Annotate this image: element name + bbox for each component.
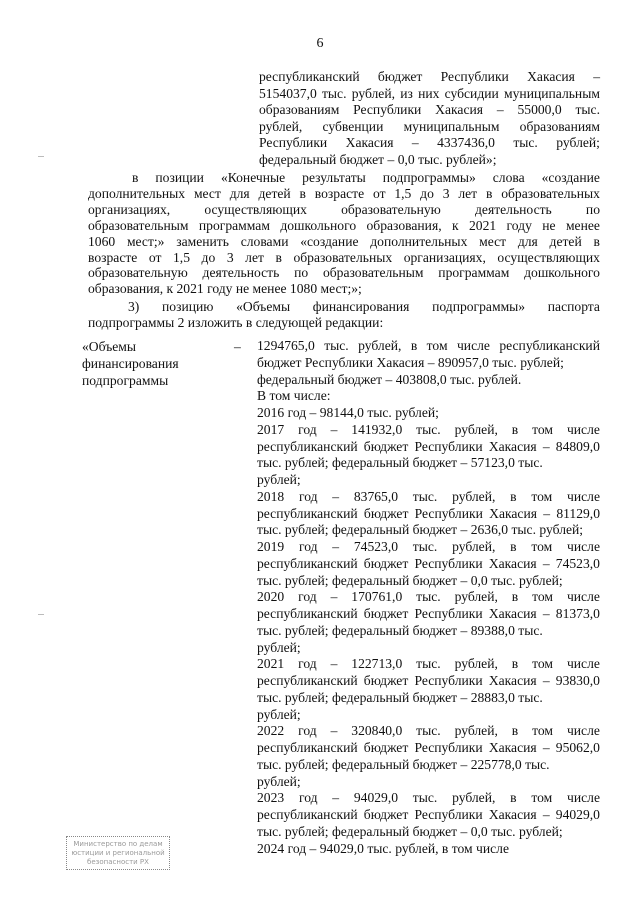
paragraph-line: дополнительных мест для детей в возрасте от 1,5 до 3 лет в образовательных bbox=[88, 185, 600, 201]
financing-line: республиканский бюджет Республики Хакасия – 81373,0 bbox=[257, 606, 600, 621]
financing-line: республиканский бюджет Республики Хакасия – 84809,0 bbox=[257, 438, 600, 454]
financing-line: 2024 год – 94029,0 тыс. рублей, в том числе bbox=[257, 840, 510, 856]
registration-stamp bbox=[66, 836, 170, 870]
financing-line: 2019 год – 74523,0 тыс. рублей, в том числе bbox=[257, 539, 600, 554]
paragraph-line: подпрограммы 2 изложить в следующей редакции: bbox=[88, 315, 384, 330]
financing-line: 2017 год – 141932,0 тыс. рублей, в том числе bbox=[257, 421, 600, 437]
intro-line: образованиям Республики Хакасия – 55000,0 тыс. bbox=[259, 102, 600, 118]
financing-line: 2018 год – 83765,0 тыс. рублей, в том числе bbox=[257, 488, 600, 504]
margin-mark bbox=[38, 156, 44, 157]
paragraph-line: организациях, осуществляющих образовательную деятельность по bbox=[88, 201, 600, 217]
financing-line: 2023 год – 94029,0 тыс. рублей, в том числе bbox=[257, 790, 600, 806]
financing-line: тыс. рублей; федеральный бюджет – 2636,0 тыс. рублей; bbox=[257, 522, 584, 538]
stamp-line: Министерство по делам bbox=[73, 840, 163, 848]
paragraph-line: 1060 мест;» заменить словами «создание дополнительных мест для детей в bbox=[88, 233, 600, 249]
margin-mark bbox=[38, 614, 44, 615]
financing-line: республиканский бюджет Республики Хакасия – 93830,0 bbox=[257, 673, 600, 688]
financing-line: бюджет Республики Хакасия – 890957,0 тыс. рублей; bbox=[257, 354, 564, 370]
page-number: 6 bbox=[316, 36, 324, 51]
intro-line: федеральный бюджет – 0,0 тыс. рублей»; bbox=[259, 152, 497, 167]
table-left-line: финансирования bbox=[82, 356, 179, 371]
financing-line: 2020 год – 170761,0 тыс. рублей, в том числе bbox=[257, 589, 600, 605]
financing-line: республиканский бюджет Республики Хакасия – 81129,0 bbox=[257, 505, 600, 521]
financing-line: рублей; bbox=[257, 773, 301, 789]
financing-line: тыс. рублей; федеральный бюджет – 28883,0 тыс. bbox=[257, 689, 543, 705]
financing-line: республиканский бюджет Республики Хакасия – 74523,0 bbox=[257, 555, 600, 571]
financing-line: рублей; bbox=[257, 639, 301, 655]
paragraph-line: 3) позицию «Объемы финансирования подпрограммы» паспорта bbox=[128, 299, 600, 314]
paragraph-line: образовательную деятельность по образовательным программам дошкольного bbox=[88, 265, 600, 281]
paragraph-line: возрасте от 1,5 до 3 лет в образовательных организациях, осуществляющих bbox=[88, 249, 600, 265]
intro-line: республиканский бюджет Республики Хакасия – bbox=[259, 69, 600, 84]
intro-line: 5154037,0 тыс. рублей, из них субсидии муниципальным bbox=[259, 85, 600, 101]
financing-line: 2022 год – 320840,0 тыс. рублей, в том числе bbox=[257, 723, 600, 739]
financing-line: тыс. рублей; федеральный бюджет – 89388,0 тыс. bbox=[257, 622, 543, 638]
financing-line: тыс. рублей; федеральный бюджет – 57123,0 тыс. bbox=[257, 455, 543, 471]
paragraph-line: образовательным программам дошкольного образования, к 2021 году не менее bbox=[88, 217, 600, 233]
financing-line: рублей; bbox=[257, 706, 301, 722]
financing-line: тыс. рублей; федеральный бюджет – 0,0 тыс. рублей; bbox=[257, 572, 563, 588]
financing-line: рублей; bbox=[257, 472, 301, 487]
financing-line: 2016 год – 98144,0 тыс. рублей; bbox=[257, 405, 439, 420]
intro-line: рублей, субвенции муниципальным образованиям bbox=[259, 118, 600, 134]
paragraph-line: в позиции «Конечные результаты подпрограммы» слова «создание bbox=[132, 170, 600, 185]
financing-line: 2021 год – 122713,0 тыс. рублей, в том числе bbox=[257, 656, 600, 672]
table-left-line: «Объемы bbox=[82, 339, 136, 354]
table-left-line: подпрограммы bbox=[82, 373, 169, 388]
financing-line: республиканский бюджет Республики Хакасия – 94029,0 bbox=[257, 807, 600, 822]
financing-line: тыс. рублей; федеральный бюджет – 225778,0 тыс. bbox=[257, 756, 550, 772]
financing-line: республиканский бюджет Республики Хакасия – 95062,0 bbox=[257, 740, 600, 755]
financing-line: 1294765,0 тыс. рублей, в том числе республиканский bbox=[257, 338, 600, 353]
financing-line: В том числе: bbox=[257, 388, 331, 404]
intro-line: Республики Хакасия – 4337436,0 тыс. рублей; bbox=[259, 135, 600, 151]
stamp-line: безопасности РХ bbox=[87, 858, 149, 866]
financing-line: тыс. рублей; федеральный бюджет – 0,0 тыс. рублей; bbox=[257, 823, 563, 839]
table-dash: – bbox=[234, 339, 241, 354]
paragraph-line: образования, к 2021 году не менее 1080 мест;»; bbox=[88, 281, 362, 297]
stamp-line: юстиции и региональной bbox=[71, 849, 165, 857]
table-left-cell bbox=[82, 338, 179, 389]
financing-line: федеральный бюджет – 403808,0 тыс. рублей. bbox=[257, 371, 522, 387]
